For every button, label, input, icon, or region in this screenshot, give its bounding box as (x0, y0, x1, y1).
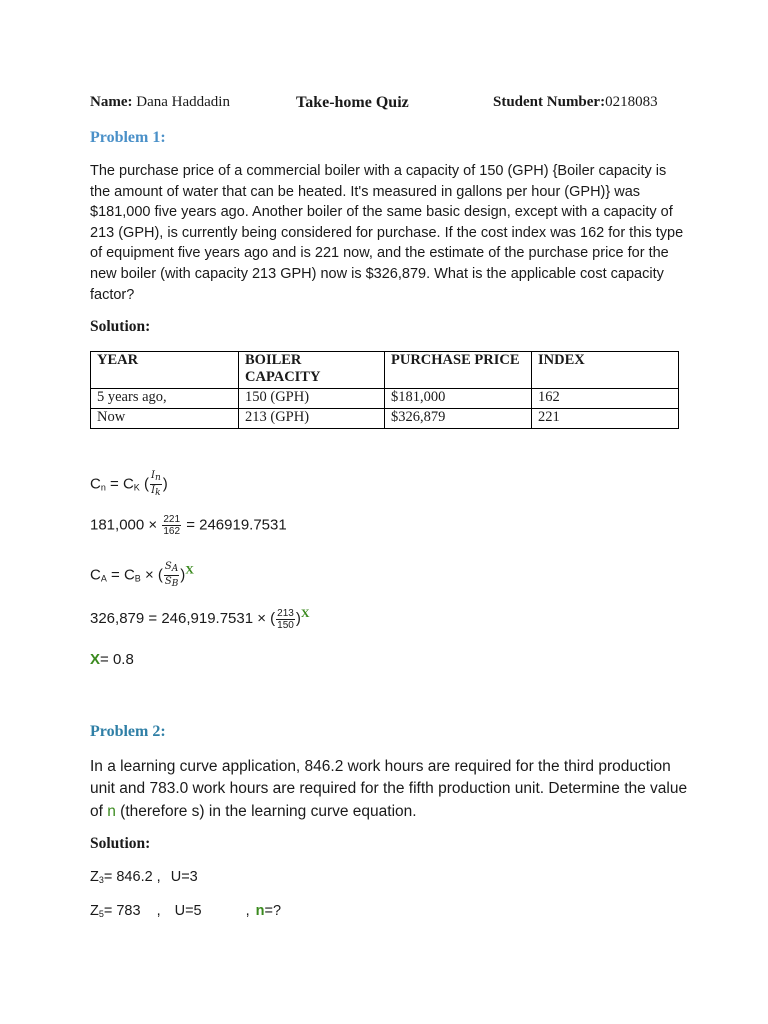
n-unknown: =? (264, 903, 282, 919)
eq1-close-paren: ) (162, 475, 168, 493)
eq3-frac-den: S (164, 576, 172, 587)
problem1-solution-label: Solution: (90, 318, 151, 335)
table-header-capacity: BOILER CAPACITY (239, 352, 385, 389)
problem2-statement-pre: In a learning curve application, 846.2 work hours are required for the third production unit and 783.0 work hours are required for the fifth production unit. Determine the value of (90, 758, 688, 820)
table-cell: 162 (532, 389, 679, 409)
eq3-eq: = C (106, 566, 135, 584)
problem1-answer (90, 651, 134, 668)
name-label: Name: (90, 94, 133, 110)
eq2-lhs: 181,000 × (90, 516, 158, 534)
z5-comma: , (156, 903, 161, 919)
eq3-fraction (164, 561, 179, 590)
eq4-frac-den: 150 (277, 619, 294, 631)
quiz-title: Take-home Quiz (296, 94, 409, 111)
eq3-rhs-sub: B (134, 573, 141, 584)
student-number-label: Student Number: (493, 94, 606, 110)
table-row (91, 409, 679, 429)
eq1-eq: = C (105, 475, 134, 493)
table-row (91, 389, 679, 409)
z5-symbol: Z (90, 903, 99, 919)
table-cell: 150 (GPH) (239, 389, 385, 409)
table-cell: 5 years ago, (91, 389, 239, 409)
student-number-value: 0218083 (605, 94, 658, 110)
eq3-frac-den-sub: B (171, 579, 179, 589)
problem2-statement-var: n (107, 802, 116, 820)
z3-value: = 846.2 , (103, 869, 161, 885)
table-cell: $181,000 (385, 389, 532, 409)
eq3-close-paren: ) (180, 566, 186, 584)
equation-substituted (90, 606, 310, 631)
table-cell: 221 (532, 409, 679, 429)
table-header-year: YEAR (91, 352, 239, 389)
problem2-statement-post: (therefore s) in the learning curve equation. (115, 802, 417, 820)
problem1-title: Problem 1: (90, 129, 166, 146)
equation-cost-index (90, 470, 168, 499)
eq3-frac-num-sub: A (171, 564, 179, 574)
eq1-open-paren: ( (143, 475, 149, 493)
n-comma: , (245, 903, 250, 919)
eq2-fraction (162, 514, 181, 537)
name-value: Dana Haddadin (132, 94, 230, 110)
problem2-statement (90, 756, 690, 823)
eq1-frac-num-sub: n (154, 473, 161, 483)
problem2-title: Problem 2: (90, 723, 166, 740)
eq3-exponent: X (185, 562, 194, 577)
eq4-frac-num: 213 (277, 607, 294, 619)
eq3-times: × ( (140, 566, 163, 584)
n-variable: n (255, 903, 265, 919)
eq4-close-paren: ) (295, 610, 301, 627)
equation-capacity-factor (90, 561, 194, 590)
boiler-data-table (90, 351, 679, 429)
eq4-fraction (276, 608, 295, 631)
table-header-price: PURCHASE PRICE (385, 352, 532, 389)
student-number-field (493, 94, 658, 111)
table-header-row (91, 352, 679, 389)
name-field (90, 94, 230, 111)
eq2-rhs: = 246919.7531 (186, 516, 287, 534)
problem2-solution-label: Solution: (90, 835, 151, 852)
eq3-frac-num: S (164, 561, 172, 572)
answer-value: = 0.8 (100, 651, 134, 668)
eq1-frac-den: I (151, 485, 156, 496)
table-header-index: INDEX (532, 352, 679, 389)
eq1-frac-den-sub: k (155, 488, 161, 498)
table-cell: 213 (GPH) (239, 409, 385, 429)
problem2-given-line2 (90, 903, 281, 919)
u3-value: U=3 (170, 869, 198, 885)
eq1-fraction (150, 470, 162, 499)
eq4-exponent: X (300, 606, 310, 620)
z5-value: = 783 (103, 903, 141, 919)
eq1-lhs: C (90, 475, 101, 493)
u5-value: U=5 (174, 903, 202, 919)
eq3-lhs-sub: A (100, 573, 107, 584)
problem2-given-line1 (90, 869, 198, 885)
eq1-frac-num: I (150, 470, 155, 481)
table-cell: Now (91, 409, 239, 429)
problem1-statement: The purchase price of a commercial boiler with a capacity of 150 (GPH) {Boiler capacity is the amount of water that can be heated. It's measured in gallons per hour (GPH)} was $181,000 five years ago. Another boiler of the same basic design, except with a capacity of 213 (GPH), is currently being considered for purchase. If the cost index was 162 for this type of equipment five years ago and is 221 now, and the estimate of the purchase price for the new boiler (with capacity 213 GPH) now is $326,879. What is the applicable cost capacity factor? (90, 163, 684, 303)
eq1-rhs-sub: K (133, 482, 140, 493)
table-cell: $326,879 (385, 409, 532, 429)
equation-updated-cost (90, 514, 287, 537)
answer-variable: X (90, 651, 101, 668)
z3-symbol: Z (90, 869, 99, 885)
eq2-frac-den: 162 (163, 526, 181, 537)
eq1-lhs-sub: n (100, 482, 106, 493)
eq3-lhs: C (90, 566, 101, 584)
z3-sub: 3 (98, 875, 104, 885)
z5-sub: 5 (98, 909, 104, 919)
eq4-lhs: 326,879 = 246,919.7531 × ( (90, 610, 276, 627)
eq2-frac-num: 221 (163, 514, 181, 525)
